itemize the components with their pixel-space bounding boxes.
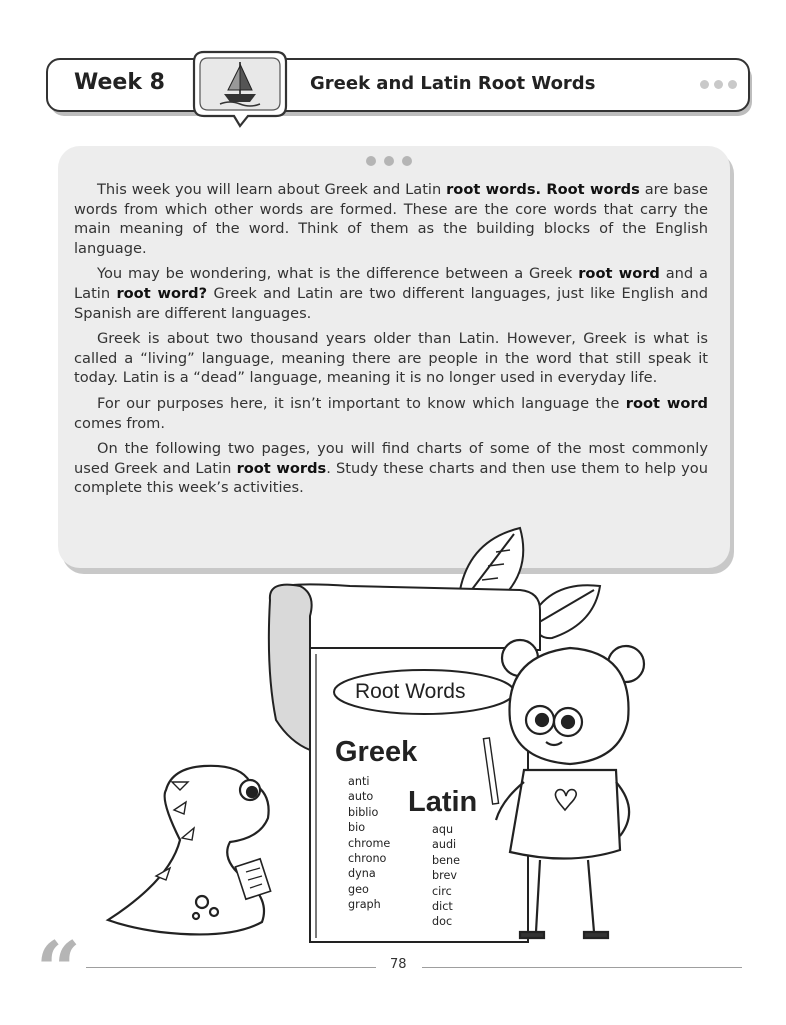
intro-paragraph bbox=[74, 394, 708, 433]
latin-root-word: aqu bbox=[432, 823, 454, 836]
greek-root-word: chrome bbox=[348, 836, 391, 850]
intro-paragraph bbox=[74, 439, 708, 498]
latin-root-word: audi bbox=[432, 838, 457, 852]
text-run: You may be wondering, what is the difference between a Greek bbox=[97, 265, 579, 283]
intro-paragraph bbox=[74, 264, 708, 323]
page-number: 78 bbox=[390, 957, 407, 972]
greek-root-word: dyna bbox=[348, 867, 376, 881]
text-run: On the following two pages, you will find charts of some of the most commonly used Greek and Latin bbox=[74, 440, 708, 477]
latin-heading: Latin bbox=[408, 786, 478, 818]
latin-root-word: doc bbox=[432, 915, 453, 929]
intro-text bbox=[74, 180, 708, 504]
latin-root-word: dict bbox=[432, 900, 453, 914]
page-title: Greek and Latin Root Words bbox=[310, 73, 596, 94]
quote-mark-icon: “ bbox=[36, 925, 81, 1016]
bold-term: root word bbox=[578, 265, 660, 283]
text-run: For our purposes here, it isn’t important to know which language the bbox=[97, 394, 626, 412]
sailboat-icon bbox=[190, 44, 290, 128]
intro-paragraph bbox=[74, 180, 708, 258]
text-run: Greek is about two thousand years older than Latin. However, Greek is what is called a “living” language, meaning there are people in the word that still speak it today. Latin is a “dead” language, meaning it is no longer used in everyday life. bbox=[74, 330, 708, 387]
greek-word-list bbox=[348, 774, 390, 913]
chart-title: Root Words bbox=[355, 680, 466, 703]
greek-root-word: graph bbox=[348, 898, 381, 912]
text-run: and a Latin bbox=[74, 265, 708, 302]
bold-term: root word? bbox=[116, 284, 208, 302]
footer-line-left bbox=[86, 967, 376, 968]
latin-root-word: brev bbox=[432, 869, 457, 883]
week-label: Week 8 bbox=[74, 70, 165, 95]
greek-root-word: chrono bbox=[348, 852, 387, 866]
header-dots bbox=[700, 80, 737, 89]
text-run: Greek and Latin are two different languages, just like English and Spanish are different languages. bbox=[74, 284, 708, 322]
greek-heading: Greek bbox=[335, 736, 418, 768]
latin-word-list bbox=[432, 822, 460, 930]
text-run: are base words from which other words are formed. These are the core words that carry the main meaning of the word. Think of them as the building blocks of the English language. bbox=[74, 181, 708, 257]
greek-root-word: bio bbox=[348, 821, 366, 835]
text-run: This week you will learn about Greek and Latin bbox=[97, 181, 447, 198]
greek-root-word: auto bbox=[348, 790, 374, 804]
dinosaur-icon bbox=[108, 766, 271, 935]
text-run: comes from. bbox=[74, 414, 165, 432]
greek-root-word: anti bbox=[348, 775, 370, 788]
footer-line-right bbox=[422, 967, 742, 968]
bold-term: root words. Root words bbox=[446, 181, 640, 198]
latin-root-word: bene bbox=[432, 853, 460, 867]
text-run: . Study these charts and then use them to help you complete this week’s activities. bbox=[74, 459, 708, 497]
greek-root-word: geo bbox=[348, 882, 369, 896]
panel-dots bbox=[366, 156, 412, 166]
intro-paragraph bbox=[74, 329, 708, 388]
greek-root-word: biblio bbox=[348, 805, 379, 819]
bold-term: root words bbox=[236, 459, 327, 477]
bold-term: root word bbox=[625, 394, 708, 412]
latin-root-word: circ bbox=[432, 884, 452, 898]
